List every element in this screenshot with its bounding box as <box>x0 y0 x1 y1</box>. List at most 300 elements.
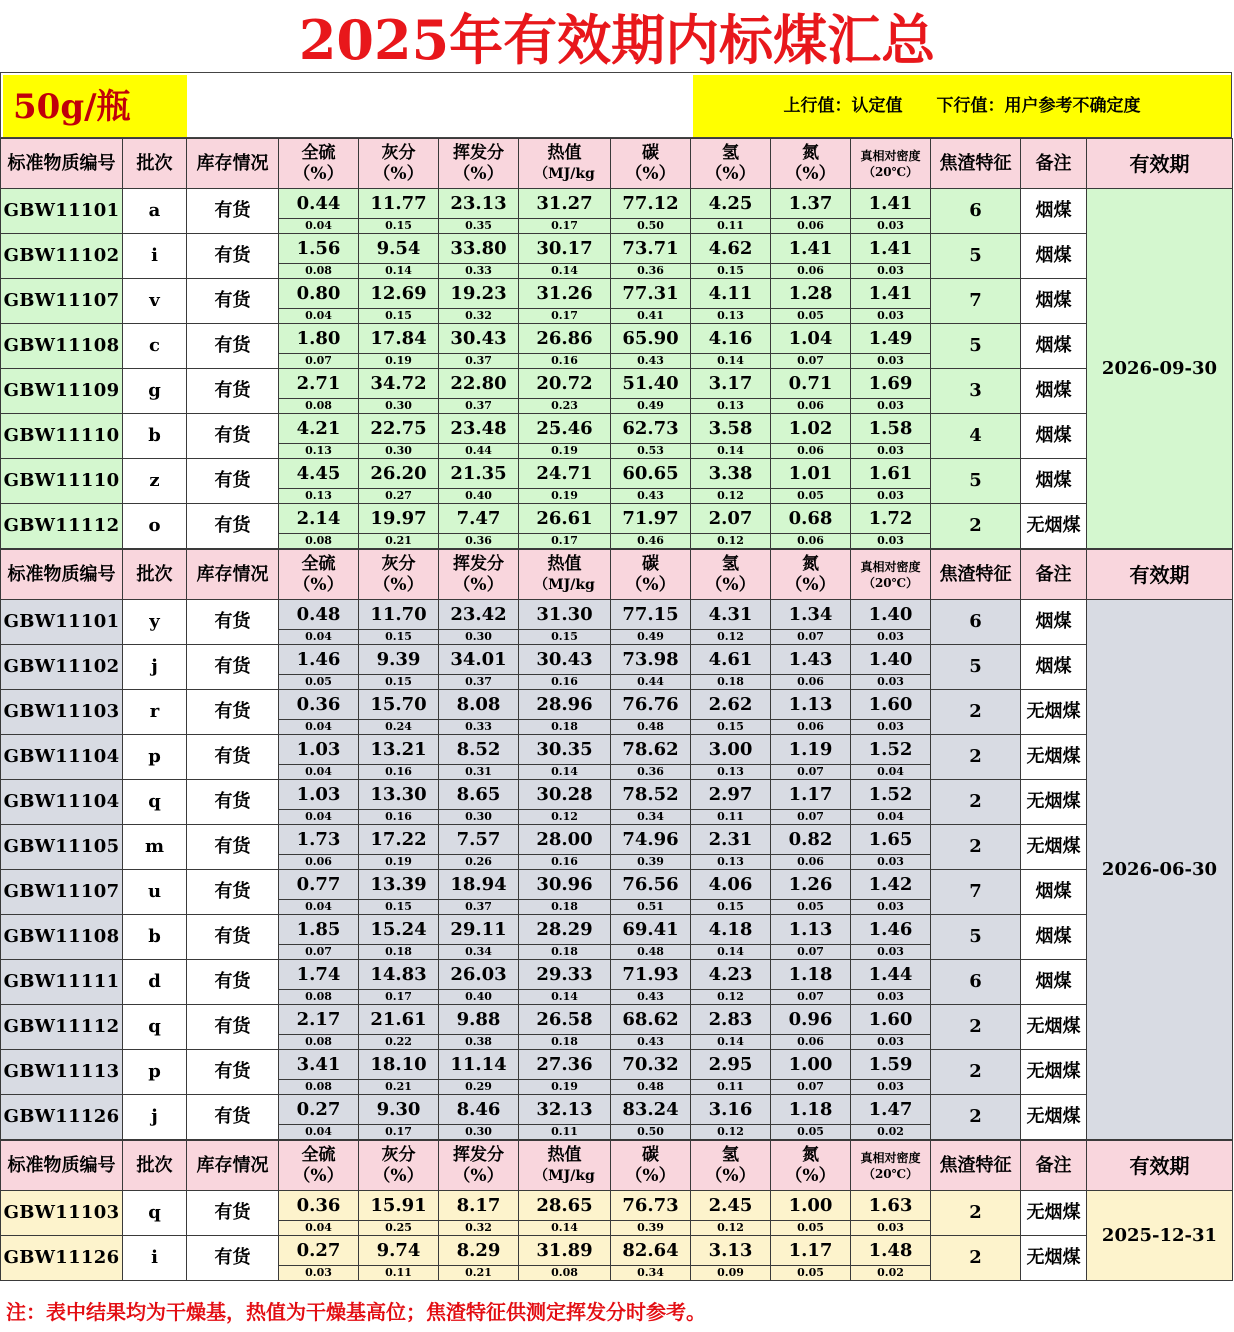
legend-lower: 下行值：用户参考不确定度 <box>936 96 1141 116</box>
batch: p <box>123 1050 187 1095</box>
table-row <box>1 870 1233 900</box>
coal-type-note: 烟煤 <box>1021 189 1087 234</box>
header-sulfur-label: 全硫 <box>301 553 336 574</box>
uncertainty-volatile: 0.36 <box>439 534 519 549</box>
certified-value-carbon: 74.96 <box>611 825 691 855</box>
uncertainty-density: 0.03 <box>851 219 931 234</box>
uncertainty-nitrogen: 0.05 <box>771 489 851 504</box>
material-code: GBW11112 <box>1 504 123 549</box>
uncertainty-heat: 0.17 <box>519 534 611 549</box>
coal-type-note: 烟煤 <box>1021 600 1087 645</box>
section-table <box>0 138 1233 549</box>
material-code: GBW11107 <box>1 870 123 915</box>
certified-value-nitrogen: 1.26 <box>771 870 851 900</box>
certified-value-nitrogen: 1.00 <box>771 1191 851 1221</box>
uncertainty-density: 0.03 <box>851 1221 931 1236</box>
uncertainty-hydrogen: 0.12 <box>691 1125 771 1140</box>
value-legend <box>693 75 1231 137</box>
certified-value-heat: 29.33 <box>519 960 611 990</box>
coal-type-note: 无烟煤 <box>1021 735 1087 780</box>
certified-value-sulfur: 1.85 <box>279 915 359 945</box>
uncertainty-heat: 0.18 <box>519 945 611 960</box>
certified-value-carbon: 71.93 <box>611 960 691 990</box>
uncertainty-hydrogen: 0.12 <box>691 534 771 549</box>
uncertainty-heat: 0.11 <box>519 1125 611 1140</box>
batch: a <box>123 189 187 234</box>
batch: u <box>123 870 187 915</box>
certified-value-density: 1.48 <box>851 1236 931 1266</box>
certified-value-sulfur: 0.27 <box>279 1095 359 1125</box>
uncertainty-ash: 0.18 <box>359 945 439 960</box>
uncertainty-carbon: 0.34 <box>611 810 691 825</box>
uncertainty-hydrogen: 0.14 <box>691 444 771 459</box>
uncertainty-heat: 0.12 <box>519 810 611 825</box>
uncertainty-hydrogen: 0.14 <box>691 354 771 369</box>
uncertainty-ash: 0.16 <box>359 765 439 780</box>
uncertainty-carbon: 0.43 <box>611 1035 691 1050</box>
header-nitrogen-unit: （%） <box>785 1165 836 1186</box>
coal-type-note: 烟煤 <box>1021 459 1087 504</box>
uncertainty-carbon: 0.53 <box>611 444 691 459</box>
header-note: 备注 <box>1021 139 1087 189</box>
header-heat-unit: （MJ/kg <box>534 165 595 182</box>
coke-characteristic: 4 <box>931 414 1021 459</box>
certified-value-nitrogen: 1.18 <box>771 960 851 990</box>
certified-value-nitrogen: 1.19 <box>771 735 851 765</box>
certified-value-density: 1.47 <box>851 1095 931 1125</box>
certified-value-sulfur: 0.44 <box>279 189 359 219</box>
header-density-unit: （20℃） <box>862 1166 919 1181</box>
certified-value-nitrogen: 1.02 <box>771 414 851 444</box>
header-hydrogen <box>691 550 771 600</box>
certified-value-sulfur: 2.17 <box>279 1005 359 1035</box>
batch: d <box>123 960 187 1005</box>
uncertainty-volatile: 0.38 <box>439 1035 519 1050</box>
batch: q <box>123 1191 187 1236</box>
uncertainty-hydrogen: 0.11 <box>691 219 771 234</box>
uncertainty-density: 0.03 <box>851 444 931 459</box>
header-heat-label: 热值 <box>547 142 582 163</box>
uncertainty-ash: 0.24 <box>359 720 439 735</box>
batch: v <box>123 279 187 324</box>
certified-value-ash: 14.83 <box>359 960 439 990</box>
coke-characteristic: 2 <box>931 1191 1021 1236</box>
certified-value-heat: 27.36 <box>519 1050 611 1080</box>
uncertainty-nitrogen: 0.06 <box>771 444 851 459</box>
certified-value-carbon: 77.15 <box>611 600 691 630</box>
uncertainty-carbon: 0.50 <box>611 1125 691 1140</box>
uncertainty-carbon: 0.51 <box>611 900 691 915</box>
header-hydrogen <box>691 139 771 189</box>
certified-value-volatile: 8.52 <box>439 735 519 765</box>
uncertainty-carbon: 0.36 <box>611 264 691 279</box>
header-volatile-unit: （%） <box>453 1165 504 1186</box>
coke-characteristic: 6 <box>931 600 1021 645</box>
material-code: GBW11112 <box>1 1005 123 1050</box>
batch: p <box>123 735 187 780</box>
certified-value-volatile: 7.47 <box>439 504 519 534</box>
header-expiry: 有效期 <box>1087 550 1233 600</box>
material-code: GBW11104 <box>1 735 123 780</box>
certified-value-density: 1.58 <box>851 414 931 444</box>
coal-type-note: 无烟煤 <box>1021 1005 1087 1050</box>
certified-value-hydrogen: 2.07 <box>691 504 771 534</box>
uncertainty-sulfur: 0.08 <box>279 264 359 279</box>
uncertainty-nitrogen: 0.06 <box>771 534 851 549</box>
certified-value-density: 1.41 <box>851 279 931 309</box>
certified-value-hydrogen: 4.16 <box>691 324 771 354</box>
coke-characteristic: 7 <box>931 279 1021 324</box>
table-row <box>1 459 1233 489</box>
certified-value-heat: 28.65 <box>519 1191 611 1221</box>
uncertainty-sulfur: 0.06 <box>279 855 359 870</box>
certified-value-ash: 11.70 <box>359 600 439 630</box>
header-note: 备注 <box>1021 550 1087 600</box>
certified-value-carbon: 71.97 <box>611 504 691 534</box>
table-row <box>1 369 1233 399</box>
header-row <box>1 139 1233 189</box>
header-code: 标准物质编号 <box>1 550 123 600</box>
certified-value-heat: 31.30 <box>519 600 611 630</box>
certified-value-density: 1.52 <box>851 780 931 810</box>
coke-characteristic: 5 <box>931 459 1021 504</box>
uncertainty-nitrogen: 0.05 <box>771 1266 851 1281</box>
material-code: GBW11102 <box>1 234 123 279</box>
uncertainty-ash: 0.22 <box>359 1035 439 1050</box>
header-ash-label: 灰分 <box>381 142 416 163</box>
bottle-spec: 50g/瓶 <box>3 75 187 137</box>
batch: j <box>123 1095 187 1140</box>
uncertainty-carbon: 0.34 <box>611 1266 691 1281</box>
uncertainty-sulfur: 0.07 <box>279 354 359 369</box>
stock-status: 有货 <box>187 600 279 645</box>
header-hydrogen-unit: （%） <box>705 574 756 595</box>
certified-value-density: 1.41 <box>851 189 931 219</box>
uncertainty-hydrogen: 0.13 <box>691 855 771 870</box>
certified-value-sulfur: 4.21 <box>279 414 359 444</box>
certified-value-carbon: 73.71 <box>611 234 691 264</box>
certified-value-ash: 13.21 <box>359 735 439 765</box>
header-stock: 库存情况 <box>187 139 279 189</box>
coke-characteristic: 2 <box>931 1095 1021 1140</box>
certified-value-sulfur: 1.73 <box>279 825 359 855</box>
header-nitrogen-label: 氮 <box>802 142 819 163</box>
certified-value-ash: 18.10 <box>359 1050 439 1080</box>
uncertainty-density: 0.03 <box>851 945 931 960</box>
certified-value-density: 1.61 <box>851 459 931 489</box>
uncertainty-carbon: 0.48 <box>611 1080 691 1095</box>
header-carbon-unit: （%） <box>625 1165 676 1186</box>
uncertainty-density: 0.02 <box>851 1125 931 1140</box>
coal-type-note: 烟煤 <box>1021 960 1087 1005</box>
certified-value-ash: 15.24 <box>359 915 439 945</box>
stock-status: 有货 <box>187 234 279 279</box>
batch: m <box>123 825 187 870</box>
uncertainty-hydrogen: 0.12 <box>691 489 771 504</box>
uncertainty-ash: 0.17 <box>359 990 439 1005</box>
uncertainty-carbon: 0.43 <box>611 990 691 1005</box>
section-table <box>0 549 1233 1140</box>
certified-value-density: 1.59 <box>851 1050 931 1080</box>
header-density-unit: （20℃） <box>862 575 919 590</box>
coal-type-note: 烟煤 <box>1021 414 1087 459</box>
coke-characteristic: 7 <box>931 870 1021 915</box>
uncertainty-heat: 0.16 <box>519 675 611 690</box>
uncertainty-density: 0.03 <box>851 1035 931 1050</box>
certified-value-carbon: 78.52 <box>611 780 691 810</box>
uncertainty-volatile: 0.35 <box>439 219 519 234</box>
header-volatile <box>439 1141 519 1191</box>
uncertainty-ash: 0.19 <box>359 354 439 369</box>
header-heat-unit: （MJ/kg <box>534 1167 595 1184</box>
certified-value-hydrogen: 4.61 <box>691 645 771 675</box>
coal-type-note: 无烟煤 <box>1021 1095 1087 1140</box>
uncertainty-nitrogen: 0.05 <box>771 1221 851 1236</box>
certified-value-ash: 9.30 <box>359 1095 439 1125</box>
certified-value-volatile: 30.43 <box>439 324 519 354</box>
stock-status: 有货 <box>187 735 279 780</box>
batch: i <box>123 234 187 279</box>
certified-value-heat: 26.58 <box>519 1005 611 1035</box>
uncertainty-density: 0.02 <box>851 1266 931 1281</box>
material-code: GBW11104 <box>1 780 123 825</box>
header-batch: 批次 <box>123 1141 187 1191</box>
uncertainty-heat: 0.17 <box>519 219 611 234</box>
uncertainty-heat: 0.16 <box>519 855 611 870</box>
expiry-date: 2026-09-30 <box>1087 189 1233 549</box>
stock-status: 有货 <box>187 324 279 369</box>
uncertainty-hydrogen: 0.12 <box>691 1221 771 1236</box>
certified-value-volatile: 8.29 <box>439 1236 519 1266</box>
table-row <box>1 735 1233 765</box>
uncertainty-sulfur: 0.04 <box>279 630 359 645</box>
coal-type-note: 烟煤 <box>1021 915 1087 960</box>
table-row <box>1 1095 1233 1125</box>
certified-value-heat: 30.96 <box>519 870 611 900</box>
header-heat <box>519 550 611 600</box>
table-row <box>1 324 1233 354</box>
uncertainty-sulfur: 0.07 <box>279 945 359 960</box>
stock-status: 有货 <box>187 690 279 735</box>
uncertainty-nitrogen: 0.06 <box>771 675 851 690</box>
certified-value-density: 1.41 <box>851 234 931 264</box>
uncertainty-volatile: 0.37 <box>439 399 519 414</box>
uncertainty-hydrogen: 0.18 <box>691 675 771 690</box>
certified-value-nitrogen: 1.18 <box>771 1095 851 1125</box>
uncertainty-heat: 0.14 <box>519 264 611 279</box>
batch: b <box>123 414 187 459</box>
header-row <box>1 1141 1233 1191</box>
certified-value-hydrogen: 4.62 <box>691 234 771 264</box>
uncertainty-sulfur: 0.04 <box>279 219 359 234</box>
uncertainty-hydrogen: 0.15 <box>691 720 771 735</box>
header-density-label: 真相对密度 <box>860 559 921 574</box>
coal-type-note: 烟煤 <box>1021 645 1087 690</box>
certified-value-heat: 31.89 <box>519 1236 611 1266</box>
certified-value-hydrogen: 2.95 <box>691 1050 771 1080</box>
coke-characteristic: 2 <box>931 825 1021 870</box>
material-code: GBW11108 <box>1 915 123 960</box>
material-code: GBW11105 <box>1 825 123 870</box>
spec-bar <box>0 72 1232 138</box>
coke-characteristic: 2 <box>931 735 1021 780</box>
certified-value-volatile: 8.17 <box>439 1191 519 1221</box>
stock-status: 有货 <box>187 780 279 825</box>
stock-status: 有货 <box>187 279 279 324</box>
material-code: GBW11103 <box>1 1191 123 1236</box>
header-carbon-label: 碳 <box>642 142 659 163</box>
material-code: GBW11126 <box>1 1236 123 1281</box>
certified-value-volatile: 7.57 <box>439 825 519 855</box>
uncertainty-heat: 0.19 <box>519 1080 611 1095</box>
uncertainty-carbon: 0.43 <box>611 354 691 369</box>
uncertainty-carbon: 0.41 <box>611 309 691 324</box>
uncertainty-hydrogen: 0.13 <box>691 399 771 414</box>
certified-value-ash: 15.70 <box>359 690 439 720</box>
certified-value-nitrogen: 1.43 <box>771 645 851 675</box>
certified-value-volatile: 18.94 <box>439 870 519 900</box>
uncertainty-carbon: 0.36 <box>611 765 691 780</box>
certified-value-ash: 17.84 <box>359 324 439 354</box>
certified-value-density: 1.69 <box>851 369 931 399</box>
uncertainty-sulfur: 0.04 <box>279 765 359 780</box>
uncertainty-density: 0.03 <box>851 900 931 915</box>
uncertainty-nitrogen: 0.05 <box>771 1125 851 1140</box>
uncertainty-density: 0.03 <box>851 309 931 324</box>
batch: q <box>123 1005 187 1050</box>
certified-value-ash: 9.74 <box>359 1236 439 1266</box>
table-row <box>1 234 1233 264</box>
certified-value-volatile: 22.80 <box>439 369 519 399</box>
uncertainty-volatile: 0.40 <box>439 990 519 1005</box>
uncertainty-sulfur: 0.08 <box>279 399 359 414</box>
certified-value-nitrogen: 1.34 <box>771 600 851 630</box>
material-code: GBW11126 <box>1 1095 123 1140</box>
certified-value-nitrogen: 0.71 <box>771 369 851 399</box>
coke-characteristic: 5 <box>931 645 1021 690</box>
uncertainty-carbon: 0.39 <box>611 855 691 870</box>
uncertainty-hydrogen: 0.09 <box>691 1266 771 1281</box>
uncertainty-density: 0.03 <box>851 354 931 369</box>
header-carbon-unit: （%） <box>625 574 676 595</box>
uncertainty-volatile: 0.21 <box>439 1266 519 1281</box>
certified-value-carbon: 77.12 <box>611 189 691 219</box>
header-ash-unit: （%） <box>373 163 424 184</box>
uncertainty-sulfur: 0.04 <box>279 309 359 324</box>
stock-status: 有货 <box>187 1050 279 1095</box>
header-carbon-label: 碳 <box>642 553 659 574</box>
certified-value-volatile: 33.80 <box>439 234 519 264</box>
uncertainty-heat: 0.16 <box>519 354 611 369</box>
coke-characteristic: 5 <box>931 915 1021 960</box>
header-carbon <box>611 550 691 600</box>
certified-value-sulfur: 1.74 <box>279 960 359 990</box>
uncertainty-density: 0.03 <box>851 489 931 504</box>
table-row <box>1 600 1233 630</box>
coal-type-note: 烟煤 <box>1021 369 1087 414</box>
stock-status: 有货 <box>187 459 279 504</box>
certified-value-sulfur: 0.80 <box>279 279 359 309</box>
uncertainty-hydrogen: 0.13 <box>691 765 771 780</box>
header-nitrogen <box>771 1141 851 1191</box>
stock-status: 有货 <box>187 504 279 549</box>
uncertainty-carbon: 0.48 <box>611 945 691 960</box>
certified-value-ash: 12.69 <box>359 279 439 309</box>
certified-value-heat: 30.35 <box>519 735 611 765</box>
certified-value-carbon: 76.76 <box>611 690 691 720</box>
batch: b <box>123 915 187 960</box>
certified-value-hydrogen: 3.13 <box>691 1236 771 1266</box>
certified-value-nitrogen: 1.01 <box>771 459 851 489</box>
uncertainty-density: 0.03 <box>851 675 931 690</box>
header-heat-label: 热值 <box>547 553 582 574</box>
header-nitrogen-unit: （%） <box>785 163 836 184</box>
header-density <box>851 1141 931 1191</box>
header-heat-label: 热值 <box>547 1144 582 1165</box>
expiry-date: 2026-06-30 <box>1087 600 1233 1140</box>
coal-type-note: 烟煤 <box>1021 279 1087 324</box>
header-coke: 焦渣特征 <box>931 550 1021 600</box>
certified-value-carbon: 73.98 <box>611 645 691 675</box>
certified-value-ash: 15.91 <box>359 1191 439 1221</box>
uncertainty-volatile: 0.33 <box>439 720 519 735</box>
uncertainty-sulfur: 0.13 <box>279 444 359 459</box>
uncertainty-volatile: 0.37 <box>439 900 519 915</box>
table-row <box>1 825 1233 855</box>
header-volatile-unit: （%） <box>453 163 504 184</box>
header-volatile <box>439 550 519 600</box>
certified-value-carbon: 60.65 <box>611 459 691 489</box>
uncertainty-sulfur: 0.08 <box>279 534 359 549</box>
certified-value-volatile: 23.13 <box>439 189 519 219</box>
uncertainty-density: 0.03 <box>851 264 931 279</box>
header-ash-unit: （%） <box>373 574 424 595</box>
certified-value-density: 1.60 <box>851 1005 931 1035</box>
uncertainty-carbon: 0.39 <box>611 1221 691 1236</box>
header-carbon <box>611 139 691 189</box>
certified-value-nitrogen: 1.28 <box>771 279 851 309</box>
uncertainty-density: 0.03 <box>851 720 931 735</box>
certified-value-heat: 32.13 <box>519 1095 611 1125</box>
table-row <box>1 279 1233 309</box>
uncertainty-ash: 0.25 <box>359 1221 439 1236</box>
batch: j <box>123 645 187 690</box>
certified-value-nitrogen: 1.17 <box>771 1236 851 1266</box>
uncertainty-density: 0.03 <box>851 534 931 549</box>
certified-value-nitrogen: 1.13 <box>771 915 851 945</box>
certified-value-density: 1.40 <box>851 645 931 675</box>
material-code: GBW11111 <box>1 960 123 1005</box>
batch: c <box>123 324 187 369</box>
material-code: GBW11107 <box>1 279 123 324</box>
header-sulfur <box>279 550 359 600</box>
certified-value-heat: 28.29 <box>519 915 611 945</box>
stock-status: 有货 <box>187 1005 279 1050</box>
legend-upper: 上行值：认定值 <box>783 96 903 116</box>
uncertainty-heat: 0.18 <box>519 900 611 915</box>
coke-characteristic: 2 <box>931 1005 1021 1050</box>
header-sulfur <box>279 1141 359 1191</box>
certified-value-hydrogen: 4.18 <box>691 915 771 945</box>
header-stock: 库存情况 <box>187 550 279 600</box>
uncertainty-heat: 0.14 <box>519 990 611 1005</box>
uncertainty-ash: 0.15 <box>359 630 439 645</box>
uncertainty-volatile: 0.30 <box>439 1125 519 1140</box>
certified-value-sulfur: 1.56 <box>279 234 359 264</box>
uncertainty-volatile: 0.37 <box>439 675 519 690</box>
uncertainty-nitrogen: 0.07 <box>771 810 851 825</box>
certified-value-hydrogen: 2.31 <box>691 825 771 855</box>
